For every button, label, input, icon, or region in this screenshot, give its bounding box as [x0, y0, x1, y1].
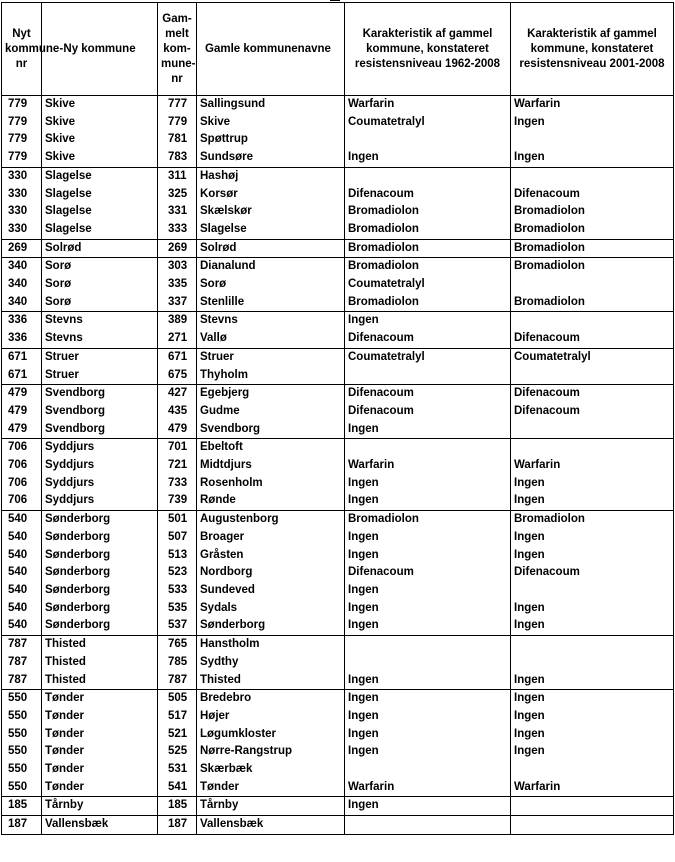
cell-ny-kommune: Syddjurs: [42, 475, 158, 493]
cell-gammelt-nr: 671: [158, 348, 197, 366]
cell-nyt-nr: 779: [2, 96, 42, 114]
cell-gammel-kommune: Midtdjurs: [197, 457, 345, 475]
table-row: [2, 167, 674, 185]
cell-gammelt-nr: 271: [158, 330, 197, 348]
cell-nyt-nr: 330: [2, 221, 42, 239]
cell-resistens-2001: Difenacoum: [511, 186, 674, 204]
cell-resistens-1962: Bromadiolon: [345, 203, 511, 221]
cell-gammel-kommune: Korsør: [197, 186, 345, 204]
cell-ny-kommune: Syddjurs: [42, 439, 158, 457]
cell-gammel-kommune: Dianalund: [197, 258, 345, 276]
cell-ny-kommune: Sønderborg: [42, 582, 158, 600]
cell-resistens-1962: Ingen: [345, 529, 511, 547]
header-resistens-2001-2008: Karakteristik af gammel kommune, konstateret resistensniveau 2001-2008: [511, 3, 674, 96]
table-row: [2, 258, 674, 276]
cell-nyt-nr: 336: [2, 312, 42, 330]
cell-gammel-kommune: Thyholm: [197, 367, 345, 385]
cell-gammel-kommune: Rønde: [197, 492, 345, 510]
cell-gammel-kommune: Stevns: [197, 312, 345, 330]
cell-ny-kommune: Svendborg: [42, 385, 158, 403]
cell-gammelt-nr: 739: [158, 492, 197, 510]
cell-nyt-nr: 330: [2, 186, 42, 204]
cell-resistens-2001: Ingen: [511, 149, 674, 167]
table-row: [2, 367, 674, 385]
cell-gammelt-nr: 435: [158, 403, 197, 421]
cell-ny-kommune: Stevns: [42, 312, 158, 330]
cell-gammel-kommune: Sydals: [197, 600, 345, 618]
cell-gammel-kommune: Sundeved: [197, 582, 345, 600]
cell-gammelt-nr: 533: [158, 582, 197, 600]
table-row: [2, 276, 674, 294]
cell-gammel-kommune: Sundsøre: [197, 149, 345, 167]
cell-ny-kommune: Tønder: [42, 726, 158, 744]
cell-resistens-1962: Difenacoum: [345, 385, 511, 403]
cell-resistens-2001: [511, 761, 674, 779]
table-row: [2, 348, 674, 366]
cell-nyt-nr: 330: [2, 203, 42, 221]
cell-resistens-1962: Difenacoum: [345, 403, 511, 421]
cell-nyt-nr: 779: [2, 149, 42, 167]
table-row: [2, 690, 674, 708]
cell-ny-kommune: Slagelse: [42, 167, 158, 185]
cell-ny-kommune: Sorø: [42, 294, 158, 312]
cell-resistens-1962: Ingen: [345, 582, 511, 600]
table-row: [2, 186, 674, 204]
cell-ny-kommune: Tønder: [42, 743, 158, 761]
cell-gammelt-nr: 389: [158, 312, 197, 330]
cell-gammelt-nr: 517: [158, 708, 197, 726]
cell-ny-kommune: Sønderborg: [42, 529, 158, 547]
cell-gammel-kommune: Solrød: [197, 239, 345, 258]
cell-resistens-2001: [511, 439, 674, 457]
table-row: [2, 779, 674, 797]
cell-gammelt-nr: 187: [158, 816, 197, 835]
table-row: [2, 547, 674, 565]
cell-resistens-1962: [345, 131, 511, 149]
cell-resistens-1962: Warfarin: [345, 457, 511, 475]
cell-gammel-kommune: Svendborg: [197, 421, 345, 439]
cell-resistens-2001: Ingen: [511, 617, 674, 635]
cell-resistens-1962: Ingen: [345, 708, 511, 726]
cell-resistens-2001: [511, 167, 674, 185]
table-row: [2, 239, 674, 258]
cell-resistens-2001: [511, 582, 674, 600]
cell-gammelt-nr: 311: [158, 167, 197, 185]
cell-resistens-2001: Bromadiolon: [511, 294, 674, 312]
cell-resistens-2001: Ingen: [511, 672, 674, 690]
cell-resistens-1962: Ingen: [345, 726, 511, 744]
cell-resistens-1962: Ingen: [345, 475, 511, 493]
cell-gammelt-nr: 785: [158, 654, 197, 672]
cell-gammelt-nr: 335: [158, 276, 197, 294]
cell-nyt-nr: 787: [2, 636, 42, 654]
table-row: [2, 421, 674, 439]
cell-gammel-kommune: Struer: [197, 348, 345, 366]
table-row: [2, 636, 674, 654]
cell-resistens-2001: Difenacoum: [511, 564, 674, 582]
cell-ny-kommune: Sorø: [42, 276, 158, 294]
cell-gammelt-nr: 787: [158, 672, 197, 690]
cell-ny-kommune: Vallensbæk: [42, 816, 158, 835]
cell-gammel-kommune: Sønderborg: [197, 617, 345, 635]
cell-nyt-nr: 479: [2, 403, 42, 421]
cell-resistens-1962: Bromadiolon: [345, 221, 511, 239]
cell-resistens-1962: Ingen: [345, 743, 511, 761]
table-row: [2, 149, 674, 167]
cell-gammelt-nr: 733: [158, 475, 197, 493]
cell-resistens-2001: Ingen: [511, 529, 674, 547]
table-row: [2, 816, 674, 835]
cell-resistens-1962: Coumatetralyl: [345, 114, 511, 132]
cell-ny-kommune: Solrød: [42, 239, 158, 258]
cell-resistens-1962: [345, 439, 511, 457]
cell-nyt-nr: 550: [2, 708, 42, 726]
cell-resistens-1962: Bromadiolon: [345, 511, 511, 529]
document-page: [1, 2, 674, 835]
cell-gammel-kommune: Slagelse: [197, 221, 345, 239]
cell-gammel-kommune: Rosenholm: [197, 475, 345, 493]
table-row: [2, 294, 674, 312]
cell-gammelt-nr: 479: [158, 421, 197, 439]
cell-resistens-1962: Coumatetralyl: [345, 276, 511, 294]
cell-gammel-kommune: Skælskør: [197, 203, 345, 221]
cell-resistens-2001: Warfarin: [511, 96, 674, 114]
cell-ny-kommune: Slagelse: [42, 203, 158, 221]
cell-nyt-nr: 540: [2, 511, 42, 529]
cell-gammelt-nr: 531: [158, 761, 197, 779]
cell-nyt-nr: 787: [2, 654, 42, 672]
cell-resistens-1962: Ingen: [345, 149, 511, 167]
cell-resistens-2001: Ingen: [511, 547, 674, 565]
top-edge-mark: [330, 0, 340, 1]
cell-nyt-nr: 706: [2, 439, 42, 457]
cell-nyt-nr: 706: [2, 475, 42, 493]
cell-ny-kommune: Struer: [42, 348, 158, 366]
cell-ny-kommune: Sønderborg: [42, 564, 158, 582]
cell-gammel-kommune: Skive: [197, 114, 345, 132]
cell-gammel-kommune: Spøttrup: [197, 131, 345, 149]
cell-gammelt-nr: 505: [158, 690, 197, 708]
cell-gammel-kommune: Vallø: [197, 330, 345, 348]
cell-resistens-2001: Warfarin: [511, 779, 674, 797]
cell-gammel-kommune: Tårnby: [197, 797, 345, 816]
cell-resistens-2001: Bromadiolon: [511, 511, 674, 529]
cell-resistens-2001: Ingen: [511, 600, 674, 618]
cell-ny-kommune: Sorø: [42, 258, 158, 276]
cell-nyt-nr: 540: [2, 547, 42, 565]
cell-resistens-1962: Ingen: [345, 797, 511, 816]
cell-resistens-1962: Difenacoum: [345, 186, 511, 204]
header-ny-kommune: Ny kommune: [42, 3, 158, 96]
cell-resistens-1962: Ingen: [345, 617, 511, 635]
cell-nyt-nr: 671: [2, 348, 42, 366]
cell-resistens-1962: Ingen: [345, 492, 511, 510]
table-row: [2, 131, 674, 149]
cell-ny-kommune: Slagelse: [42, 186, 158, 204]
cell-resistens-1962: Difenacoum: [345, 564, 511, 582]
cell-gammel-kommune: Nordborg: [197, 564, 345, 582]
cell-resistens-1962: Bromadiolon: [345, 239, 511, 258]
table-row: [2, 529, 674, 547]
cell-nyt-nr: 706: [2, 492, 42, 510]
cell-resistens-1962: Bromadiolon: [345, 258, 511, 276]
cell-resistens-1962: [345, 636, 511, 654]
cell-resistens-1962: Coumatetralyl: [345, 348, 511, 366]
cell-ny-kommune: Tønder: [42, 690, 158, 708]
table-row: [2, 312, 674, 330]
cell-gammel-kommune: Augustenborg: [197, 511, 345, 529]
cell-gammelt-nr: 521: [158, 726, 197, 744]
cell-nyt-nr: 779: [2, 114, 42, 132]
cell-gammelt-nr: 541: [158, 779, 197, 797]
cell-resistens-2001: [511, 421, 674, 439]
cell-resistens-2001: Ingen: [511, 114, 674, 132]
cell-gammelt-nr: 765: [158, 636, 197, 654]
cell-nyt-nr: 671: [2, 367, 42, 385]
cell-nyt-nr: 479: [2, 421, 42, 439]
cell-resistens-2001: Difenacoum: [511, 385, 674, 403]
cell-resistens-2001: Difenacoum: [511, 403, 674, 421]
cell-gammel-kommune: Thisted: [197, 672, 345, 690]
cell-gammelt-nr: 779: [158, 114, 197, 132]
cell-ny-kommune: Sønderborg: [42, 600, 158, 618]
cell-nyt-nr: 540: [2, 564, 42, 582]
cell-ny-kommune: Syddjurs: [42, 492, 158, 510]
cell-gammelt-nr: 513: [158, 547, 197, 565]
table-row: [2, 96, 674, 114]
cell-resistens-1962: Difenacoum: [345, 330, 511, 348]
cell-gammelt-nr: 783: [158, 149, 197, 167]
cell-ny-kommune: Sønderborg: [42, 617, 158, 635]
cell-resistens-1962: [345, 761, 511, 779]
table-row: [2, 221, 674, 239]
cell-nyt-nr: 187: [2, 816, 42, 835]
cell-gammel-kommune: Hanstholm: [197, 636, 345, 654]
table-row: [2, 330, 674, 348]
cell-ny-kommune: Sønderborg: [42, 511, 158, 529]
cell-gammelt-nr: 721: [158, 457, 197, 475]
cell-nyt-nr: 540: [2, 529, 42, 547]
cell-gammel-kommune: Sallingsund: [197, 96, 345, 114]
table-row: [2, 617, 674, 635]
cell-gammel-kommune: Ebeltoft: [197, 439, 345, 457]
cell-gammel-kommune: Gudme: [197, 403, 345, 421]
cell-gammelt-nr: 535: [158, 600, 197, 618]
cell-ny-kommune: Svendborg: [42, 421, 158, 439]
cell-gammel-kommune: Sydthy: [197, 654, 345, 672]
header-gamle-kommunenavne: Gamle kommunenavne: [197, 3, 345, 96]
cell-resistens-2001: Bromadiolon: [511, 203, 674, 221]
cell-nyt-nr: 787: [2, 672, 42, 690]
cell-gammel-kommune: Tønder: [197, 779, 345, 797]
cell-gammelt-nr: 303: [158, 258, 197, 276]
cell-nyt-nr: 336: [2, 330, 42, 348]
cell-resistens-1962: Bromadiolon: [345, 294, 511, 312]
table-row: [2, 708, 674, 726]
cell-ny-kommune: Skive: [42, 131, 158, 149]
cell-gammel-kommune: Løgumkloster: [197, 726, 345, 744]
cell-resistens-2001: [511, 131, 674, 149]
cell-resistens-2001: Ingen: [511, 708, 674, 726]
table-row: [2, 511, 674, 529]
cell-nyt-nr: 540: [2, 582, 42, 600]
cell-gammel-kommune: Broager: [197, 529, 345, 547]
cell-resistens-2001: [511, 654, 674, 672]
cell-resistens-2001: Ingen: [511, 726, 674, 744]
cell-resistens-2001: Ingen: [511, 743, 674, 761]
cell-resistens-1962: Ingen: [345, 672, 511, 690]
cell-ny-kommune: Tønder: [42, 761, 158, 779]
resistance-table: [1, 2, 674, 835]
cell-nyt-nr: 340: [2, 294, 42, 312]
cell-nyt-nr: 550: [2, 690, 42, 708]
cell-ny-kommune: Tårnby: [42, 797, 158, 816]
table-row: [2, 672, 674, 690]
cell-gammelt-nr: 501: [158, 511, 197, 529]
cell-ny-kommune: Tønder: [42, 708, 158, 726]
header-row: [2, 3, 674, 96]
cell-ny-kommune: Skive: [42, 114, 158, 132]
cell-nyt-nr: 479: [2, 385, 42, 403]
cell-resistens-2001: [511, 797, 674, 816]
cell-nyt-nr: 340: [2, 258, 42, 276]
cell-nyt-nr: 269: [2, 239, 42, 258]
cell-gammel-kommune: Højer: [197, 708, 345, 726]
cell-gammel-kommune: Egebjerg: [197, 385, 345, 403]
table-row: [2, 475, 674, 493]
table-row: [2, 203, 674, 221]
cell-nyt-nr: 340: [2, 276, 42, 294]
cell-ny-kommune: Syddjurs: [42, 457, 158, 475]
cell-ny-kommune: Slagelse: [42, 221, 158, 239]
cell-resistens-2001: [511, 312, 674, 330]
cell-resistens-2001: Bromadiolon: [511, 258, 674, 276]
table-row: [2, 654, 674, 672]
cell-nyt-nr: 330: [2, 167, 42, 185]
cell-resistens-1962: Ingen: [345, 690, 511, 708]
cell-resistens-1962: Warfarin: [345, 96, 511, 114]
cell-gammelt-nr: 337: [158, 294, 197, 312]
cell-nyt-nr: 550: [2, 726, 42, 744]
cell-nyt-nr: 540: [2, 617, 42, 635]
table-row: [2, 492, 674, 510]
table-row: [2, 439, 674, 457]
cell-ny-kommune: Tønder: [42, 779, 158, 797]
cell-resistens-2001: [511, 276, 674, 294]
cell-gammel-kommune: Gråsten: [197, 547, 345, 565]
cell-resistens-2001: Coumatetralyl: [511, 348, 674, 366]
cell-gammel-kommune: Vallensbæk: [197, 816, 345, 835]
cell-gammelt-nr: 781: [158, 131, 197, 149]
cell-ny-kommune: Svendborg: [42, 403, 158, 421]
cell-gammelt-nr: 507: [158, 529, 197, 547]
cell-gammelt-nr: 333: [158, 221, 197, 239]
cell-gammelt-nr: 675: [158, 367, 197, 385]
cell-ny-kommune: Skive: [42, 96, 158, 114]
cell-resistens-2001: Difenacoum: [511, 330, 674, 348]
cell-nyt-nr: 779: [2, 131, 42, 149]
table-row: [2, 403, 674, 421]
table-row: [2, 743, 674, 761]
cell-gammel-kommune: Sorø: [197, 276, 345, 294]
cell-resistens-1962: [345, 167, 511, 185]
table-row: [2, 726, 674, 744]
cell-resistens-1962: [345, 367, 511, 385]
cell-gammel-kommune: Bredebro: [197, 690, 345, 708]
cell-resistens-2001: Warfarin: [511, 457, 674, 475]
table-row: [2, 457, 674, 475]
cell-nyt-nr: 550: [2, 743, 42, 761]
cell-resistens-1962: Ingen: [345, 421, 511, 439]
header-nyt-kommune-nr: Nyt kommune-nr: [2, 3, 42, 96]
cell-resistens-1962: [345, 816, 511, 835]
cell-resistens-1962: Ingen: [345, 547, 511, 565]
cell-resistens-2001: Ingen: [511, 690, 674, 708]
table-row: [2, 385, 674, 403]
cell-gammelt-nr: 777: [158, 96, 197, 114]
cell-resistens-1962: Ingen: [345, 312, 511, 330]
cell-gammelt-nr: 523: [158, 564, 197, 582]
cell-nyt-nr: 550: [2, 779, 42, 797]
header-gammelt-kommune-nr: Gam-melt kom-mune-nr: [158, 3, 197, 96]
table-row: [2, 761, 674, 779]
cell-gammelt-nr: 331: [158, 203, 197, 221]
cell-resistens-2001: Ingen: [511, 492, 674, 510]
cell-gammelt-nr: 701: [158, 439, 197, 457]
table-row: [2, 114, 674, 132]
cell-gammel-kommune: Stenlille: [197, 294, 345, 312]
cell-gammel-kommune: Nørre-Rangstrup: [197, 743, 345, 761]
cell-nyt-nr: 185: [2, 797, 42, 816]
cell-nyt-nr: 706: [2, 457, 42, 475]
cell-ny-kommune: Thisted: [42, 636, 158, 654]
cell-gammelt-nr: 427: [158, 385, 197, 403]
cell-ny-kommune: Skive: [42, 149, 158, 167]
table-row: [2, 600, 674, 618]
cell-nyt-nr: 550: [2, 761, 42, 779]
cell-resistens-2001: Bromadiolon: [511, 221, 674, 239]
cell-resistens-2001: [511, 816, 674, 835]
cell-gammel-kommune: Skærbæk: [197, 761, 345, 779]
cell-resistens-2001: Ingen: [511, 475, 674, 493]
cell-ny-kommune: Struer: [42, 367, 158, 385]
cell-resistens-2001: [511, 367, 674, 385]
table-body: [2, 96, 674, 835]
table-row: [2, 582, 674, 600]
cell-gammelt-nr: 269: [158, 239, 197, 258]
cell-ny-kommune: Stevns: [42, 330, 158, 348]
cell-gammel-kommune: Hashøj: [197, 167, 345, 185]
cell-gammelt-nr: 325: [158, 186, 197, 204]
cell-ny-kommune: Sønderborg: [42, 547, 158, 565]
cell-resistens-2001: Bromadiolon: [511, 239, 674, 258]
cell-nyt-nr: 540: [2, 600, 42, 618]
cell-gammelt-nr: 525: [158, 743, 197, 761]
cell-resistens-1962: Warfarin: [345, 779, 511, 797]
header-resistens-1962-2008: Karakteristik af gammel kommune, konstateret resistensniveau 1962-2008: [345, 3, 511, 96]
cell-resistens-2001: [511, 636, 674, 654]
table-row: [2, 797, 674, 816]
cell-ny-kommune: Thisted: [42, 672, 158, 690]
cell-resistens-1962: [345, 654, 511, 672]
cell-gammelt-nr: 185: [158, 797, 197, 816]
cell-gammelt-nr: 537: [158, 617, 197, 635]
table-row: [2, 564, 674, 582]
cell-resistens-1962: Ingen: [345, 600, 511, 618]
cell-ny-kommune: Thisted: [42, 654, 158, 672]
